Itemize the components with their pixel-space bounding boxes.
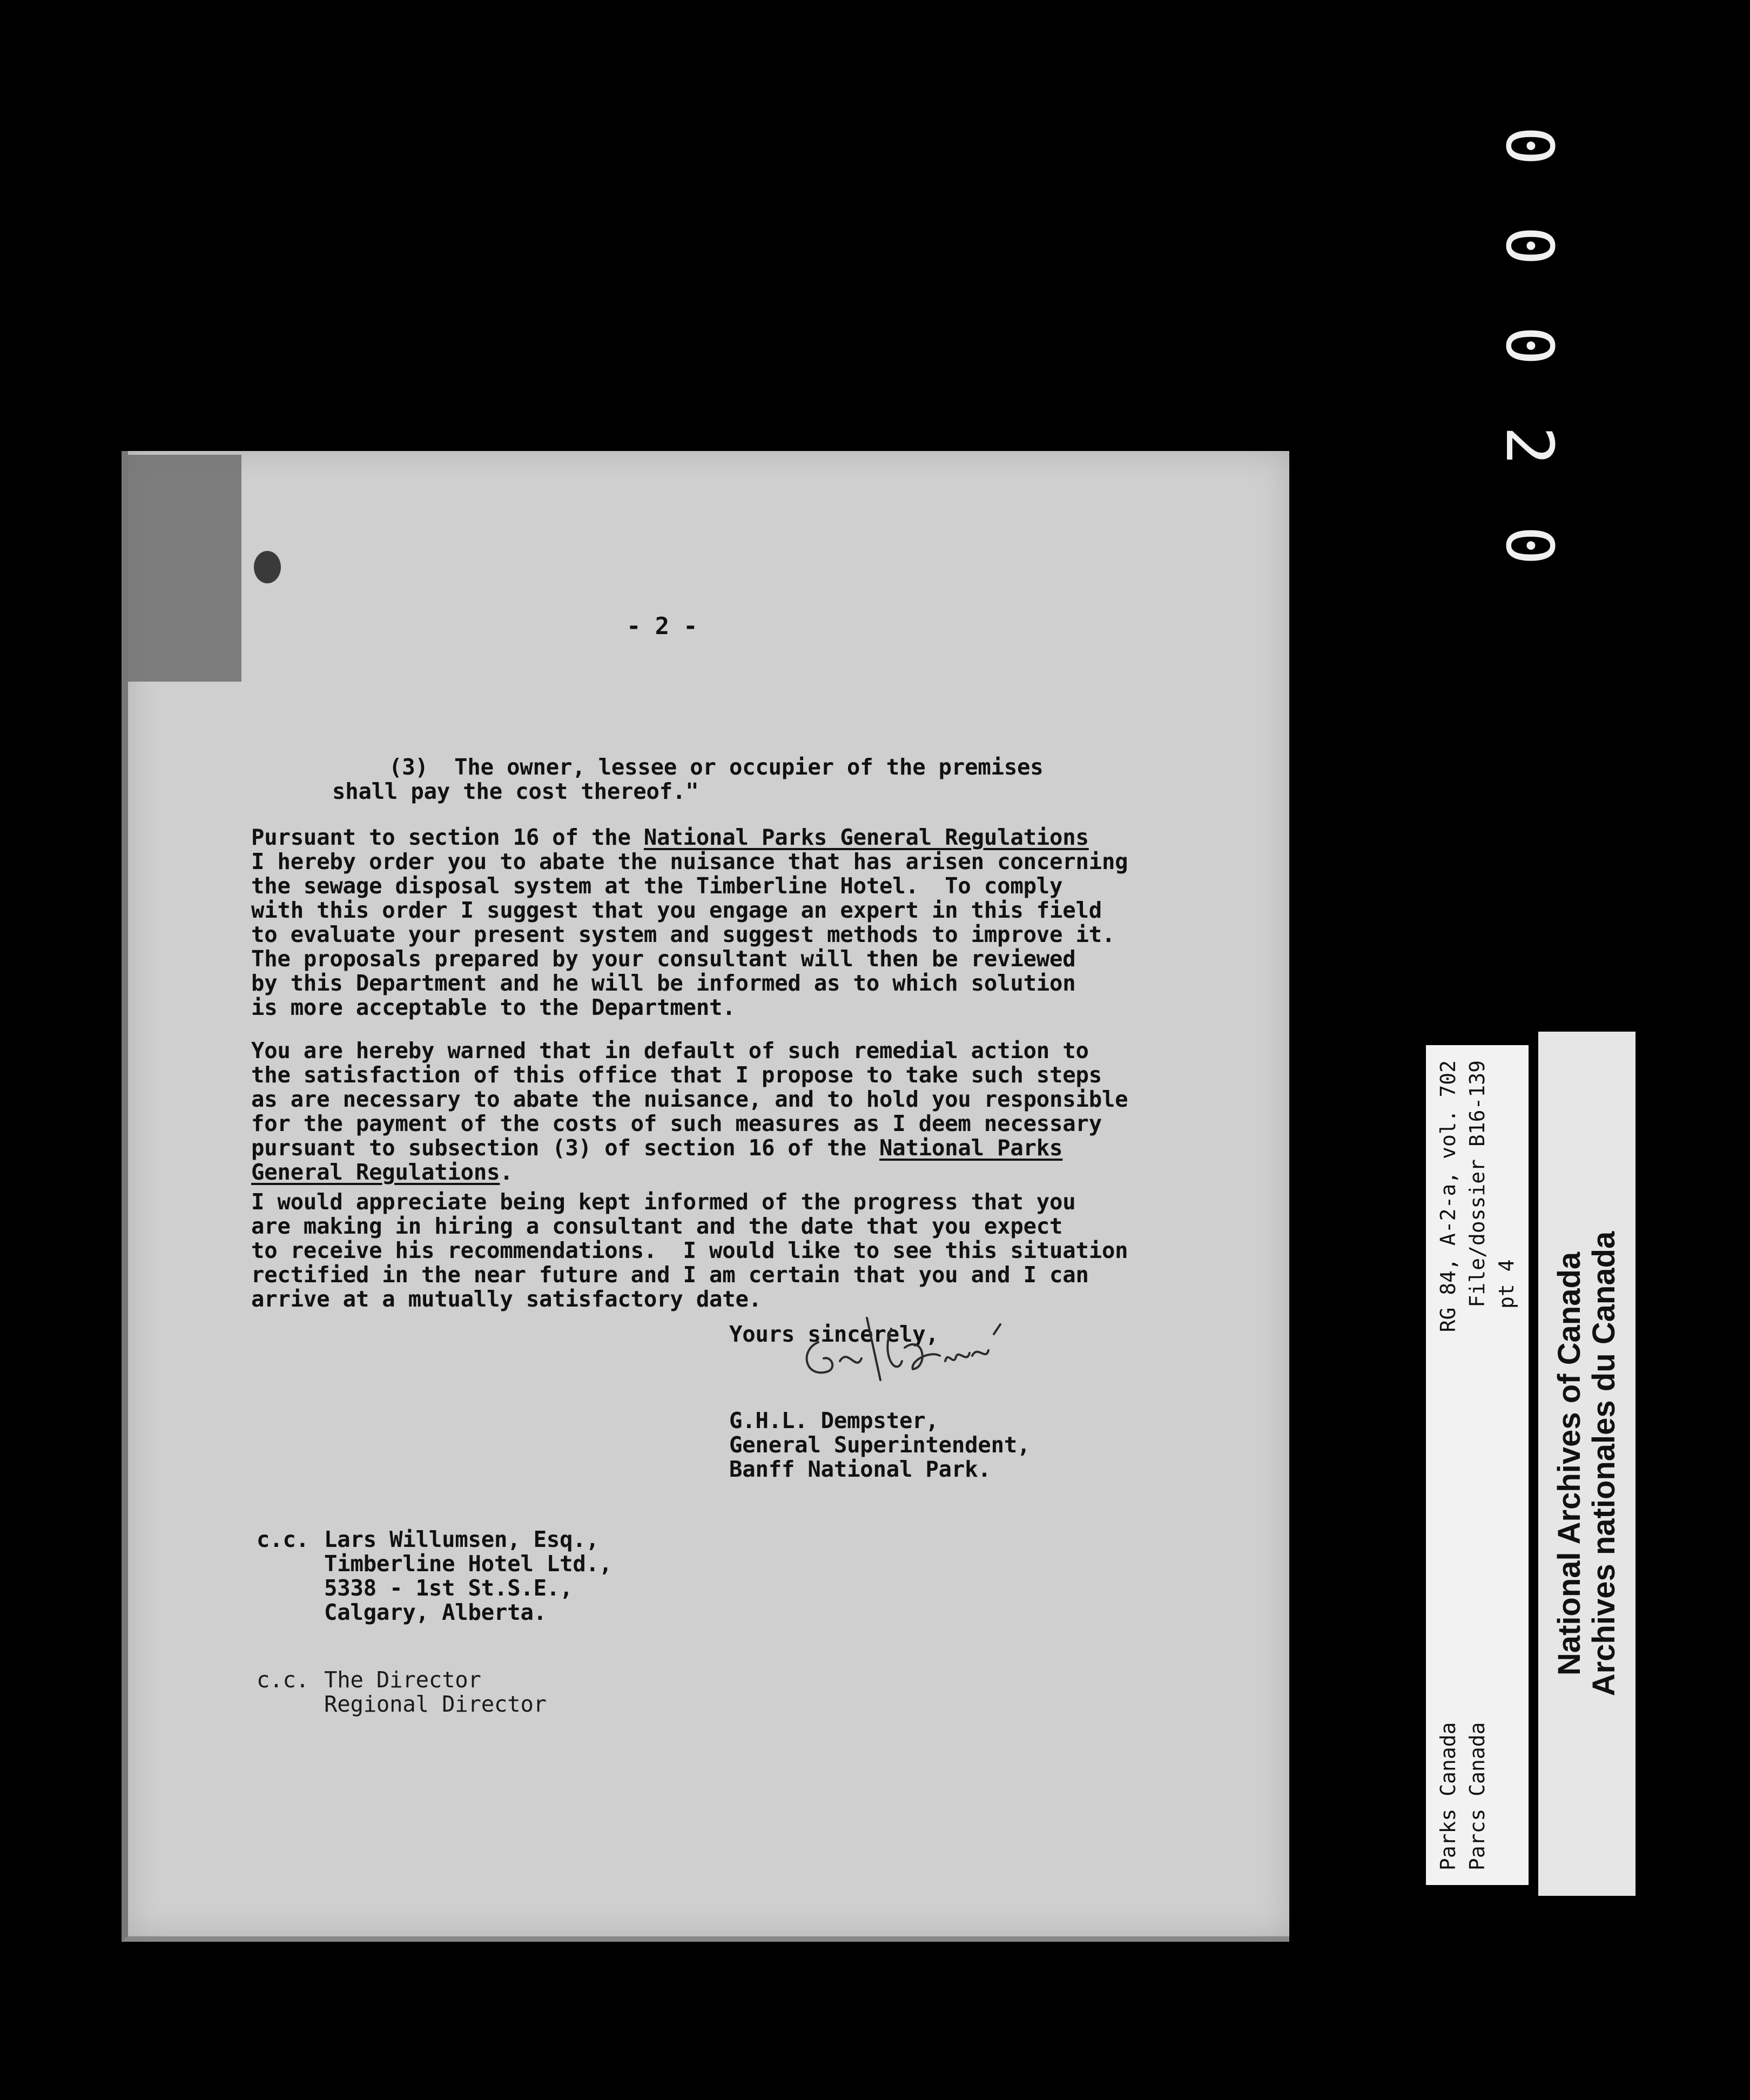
frame-digit: 0 [1491,126,1566,166]
cc-recipient: Regional Director [324,1691,547,1717]
signatory-organization: Banff National Park. [729,1456,991,1482]
handwritten-signature [767,1296,1026,1421]
archive-name-fr: Archives nationales du Canada [1586,1231,1621,1697]
label-row [1466,1060,1489,1870]
cc-prefix: c.c. [257,1526,309,1552]
paragraph-2-line: the satisfaction of this office that I propose to take such steps [251,1062,1102,1088]
paragraph-1-line: I hereby order you to abate the nuisance that has arisen concerning [251,849,1128,874]
paragraph-2-line: for the payment of the costs of such measures as I deem necessary [251,1110,1102,1136]
paragraph-1-line: The proposals prepared by your consultant will then be reviewed [251,946,1076,972]
paragraph-text: . [500,1159,513,1185]
paragraph-3-line: to receive his recommendations. I would like to see this situation [251,1237,1128,1263]
reference-line: File/dossier B16-139 [1465,1060,1489,1308]
paragraph-3-line: rectified in the near future and I am certain that you and I can [251,1262,1089,1288]
archive-reference-text [1437,1060,1518,1870]
tape-strip [128,455,241,682]
cc-prefix: c.c. [257,1667,309,1693]
clause-line: shall pay the cost thereof." [332,778,699,804]
archive-reference-label [1426,1045,1529,1885]
archive-name-label [1538,1032,1635,1896]
cc-address-line: 5338 - 1st St.S.E., [324,1575,573,1601]
frame-digit: 2 [1491,426,1566,466]
paragraph-text: Pursuant to section 16 of the [251,824,644,850]
regulation-title: National Parks [879,1135,1063,1161]
frame-digit: 0 [1491,326,1566,366]
paragraph-1-line: with this order I suggest that you engage an expert in this field [251,897,1102,923]
frame-digit: 0 [1491,226,1566,266]
agency-name: Parks Canada [1436,1721,1460,1870]
frame-number-counter [1491,113,1566,578]
punch-hole [254,551,281,583]
closing: Yours sincerely, [729,1321,939,1347]
clause-line: (3) The owner, lessee or occupier of the premises [389,754,1044,780]
paragraph-2-line [251,1159,513,1186]
signatory-title: General Superintendent, [729,1432,1031,1458]
agency-name: Parcs Canada [1465,1721,1489,1870]
paragraph-2-line [251,1134,1062,1161]
paragraph-1-line: to evaluate your present system and suggest methods to improve it. [251,921,1115,947]
paragraph-1-line [251,824,1089,851]
cc-address-line: Timberline Hotel Ltd., [324,1551,612,1577]
paragraph-3-line: arrive at a mutually satisfactory date. [251,1286,762,1312]
paragraph-1-line: is more acceptable to the Department. [251,994,736,1020]
page-number: - 2 - [627,612,698,640]
regulation-title: National Parks General Regulations [643,824,1089,850]
regulation-title: General Regulations [251,1159,500,1185]
paragraph-3-line: I would appreciate being kept informed of the progress that you [251,1189,1076,1215]
paragraph-2-line: as are necessary to abate the nuisance, and to hold you responsible [251,1086,1128,1112]
archive-name-en: National Archives of Canada [1552,1251,1587,1676]
signatory-name: G.H.L. Dempster, [729,1408,939,1433]
paragraph-text: pursuant to subsection (3) of section 16 of the [251,1135,880,1161]
frame-digit: 0 [1491,526,1566,566]
paragraph-3-line: are making in hiring a consultant and the date that you expect [251,1213,1063,1239]
cc-address-line: Lars Willumsen, Esq., [324,1526,599,1552]
paragraph-2-line: You are hereby warned that in default of such remedial action to [251,1038,1089,1064]
cc-recipient: The Director [324,1667,481,1693]
paragraph-1-line: the sewage disposal system at the Timberline Hotel. To comply [251,873,1063,899]
label-row [1495,1060,1518,1870]
reference-line: pt 4 [1495,1258,1518,1309]
reference-line: RG 84, A-2-a, vol. 702 [1436,1060,1460,1332]
label-row [1437,1060,1459,1870]
paragraph-1-line: by this Department and he will be informed as to which solution [251,970,1076,996]
cc-address-line: Calgary, Alberta. [324,1599,547,1625]
archive-name-text [1552,1194,1621,1734]
